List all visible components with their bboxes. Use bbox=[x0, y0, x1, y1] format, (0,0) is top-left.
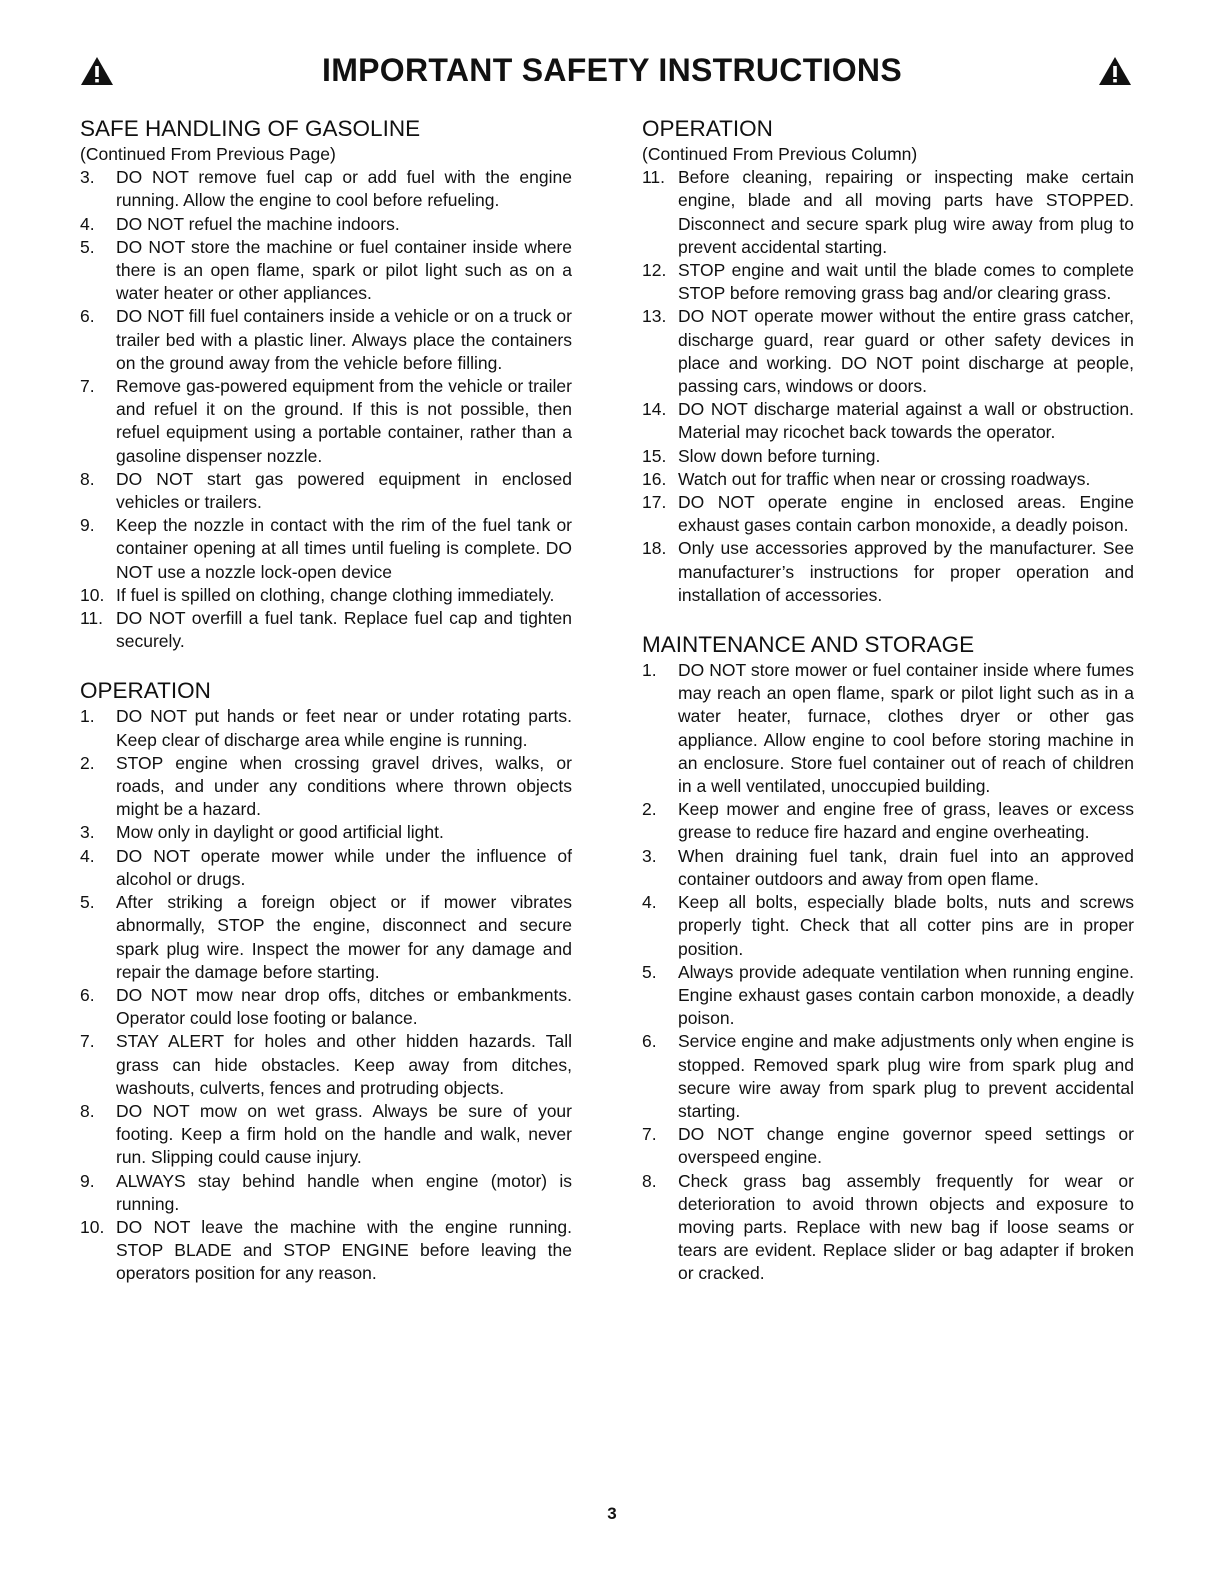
item-number: 7. bbox=[80, 376, 95, 397]
section-heading: MAINTENANCE AND STORAGE bbox=[642, 632, 975, 658]
instruction-item bbox=[642, 961, 1134, 1031]
instruction-list bbox=[642, 166, 1134, 607]
instruction-item bbox=[80, 584, 572, 607]
item-number: 16. bbox=[642, 468, 667, 489]
instruction-list bbox=[80, 705, 572, 1285]
item-text: DO NOT change engine governor speed settings or overspeed engine. bbox=[678, 1124, 1134, 1168]
instruction-item bbox=[642, 468, 1134, 491]
instruction-item bbox=[642, 891, 1134, 961]
item-text: Only use accessories approved by the manufacturer. See manufacturer’s instructions for proper operation and installation of accessories. bbox=[678, 538, 1134, 605]
instruction-item bbox=[642, 166, 1134, 259]
section-continued-note: (Continued From Previous Column) bbox=[642, 144, 918, 164]
item-number: 5. bbox=[642, 961, 657, 982]
instruction-item bbox=[80, 236, 572, 306]
item-number: 6. bbox=[80, 306, 95, 327]
item-text: STOP engine when crossing gravel drives, walks, or roads, and under any conditions where thrown objects might be a hazard. bbox=[116, 752, 572, 820]
section-heading: SAFE HANDLING OF GASOLINE bbox=[80, 116, 421, 141]
item-number: 7. bbox=[80, 1031, 95, 1052]
instruction-item bbox=[80, 1100, 572, 1170]
instruction-item bbox=[80, 305, 572, 375]
instruction-item bbox=[80, 213, 572, 236]
instruction-item bbox=[642, 659, 1134, 798]
item-number: 8. bbox=[80, 1100, 95, 1121]
item-text: Before cleaning, repairing or inspecting make certain engine, blade and all moving parts have STOPPED. Disconnect and secure spark plug wire away from plug to prevent accidental starting. bbox=[678, 167, 1134, 257]
item-text: DO NOT mow on wet grass. Always be sure of your footing. Keep a firm hold on the handle and walk, never run. Slipping could cause injury. bbox=[116, 1100, 572, 1168]
item-text: Watch out for traffic when near or crossing roadways. bbox=[678, 468, 1091, 489]
item-number: 13. bbox=[642, 306, 667, 327]
item-text: DO NOT put hands or feet near or under rotating parts. Keep clear of discharge area while engine is running. bbox=[116, 706, 572, 750]
section-heading: OPERATION bbox=[642, 116, 773, 141]
instruction-item bbox=[642, 845, 1134, 891]
instruction-item bbox=[80, 514, 572, 584]
item-text: DO NOT start gas powered equipment in enclosed vehicles or trailers. bbox=[116, 468, 572, 513]
instruction-item bbox=[642, 445, 1134, 468]
section-gap bbox=[642, 607, 1134, 630]
item-number: 3. bbox=[642, 845, 657, 866]
item-number: 4. bbox=[80, 845, 95, 866]
instruction-item bbox=[80, 705, 572, 751]
instruction-item bbox=[642, 305, 1134, 398]
item-number: 2. bbox=[642, 799, 657, 820]
instruction-item bbox=[642, 491, 1134, 537]
item-text: DO NOT mow near drop offs, ditches or embankments. Operator could lose footing or balance. bbox=[116, 984, 572, 1029]
instruction-list bbox=[642, 659, 1134, 1285]
instruction-item bbox=[642, 537, 1134, 607]
instruction-item bbox=[642, 259, 1134, 305]
item-text: Always provide adequate ventilation when running engine. Engine exhaust gases contain carbon monoxide, a deadly poison. bbox=[678, 961, 1134, 1029]
item-number: 5. bbox=[80, 236, 95, 257]
item-text: STOP engine and wait until the blade comes to complete STOP before removing grass bag and/or clearing grass. bbox=[678, 260, 1134, 304]
item-number: 1. bbox=[80, 706, 95, 727]
item-text: Remove gas-powered equipment from the vehicle or trailer and refuel it on the ground. If this is not possible, then refuel equipment using a portable container, rather than a gasoline dispenser nozzle. bbox=[116, 376, 572, 466]
instruction-item bbox=[80, 375, 572, 468]
item-number: 6. bbox=[642, 1031, 657, 1052]
item-text: DO NOT discharge material against a wall or obstruction. Material may ricochet back towards the operator. bbox=[678, 399, 1134, 443]
instruction-list bbox=[80, 166, 572, 653]
item-number: 18. bbox=[642, 538, 667, 559]
item-number: 17. bbox=[642, 492, 667, 513]
item-number: 7. bbox=[642, 1124, 657, 1145]
item-number: 3. bbox=[80, 822, 95, 843]
instruction-item bbox=[80, 1216, 572, 1286]
instruction-item bbox=[642, 798, 1134, 844]
instruction-item bbox=[80, 468, 572, 514]
item-number: 6. bbox=[80, 984, 95, 1005]
right-column bbox=[642, 114, 1134, 1286]
item-number: 3. bbox=[80, 167, 95, 188]
item-text: Mow only in daylight or good artificial light. bbox=[116, 822, 444, 843]
item-number: 4. bbox=[642, 892, 657, 913]
page-number: 3 bbox=[607, 1504, 617, 1523]
item-number: 4. bbox=[80, 213, 95, 234]
item-text: DO NOT remove fuel cap or add fuel with the engine running. Allow the engine to cool before refueling. bbox=[116, 167, 572, 211]
warning-triangle-icon bbox=[1098, 56, 1132, 86]
instruction-item bbox=[80, 752, 572, 822]
left-column bbox=[80, 114, 572, 1286]
item-text: DO NOT store mower or fuel container inside where fumes may reach an open flame, spark or pilot light such as in a water heater, furnace, clothes dryer or other gas appliance. Allow engine to cool before storing machine in an enclosure. Store fuel container out of reach of children in a well ventilated, unoccupied building. bbox=[678, 660, 1134, 797]
item-number: 5. bbox=[80, 892, 95, 913]
instruction-item bbox=[642, 1123, 1134, 1169]
item-number: 1. bbox=[642, 660, 657, 681]
section-continued-note: (Continued From Previous Page) bbox=[80, 144, 336, 164]
item-text: STAY ALERT for holes and other hidden hazards. Tall grass can hide obstacles. Keep away from ditches, washouts, culverts, fences and protruding objects. bbox=[116, 1031, 572, 1098]
section-gap bbox=[80, 653, 572, 676]
item-text: If fuel is spilled on clothing, change clothing immediately. bbox=[116, 584, 555, 605]
item-text: After striking a foreign object or if mower vibrates abnormally, STOP the engine, disconnect and secure spark plug wire. Inspect the mower for any damage and repair the damage before starting. bbox=[116, 892, 572, 982]
instruction-item bbox=[80, 845, 572, 891]
item-text: DO NOT operate mower without the entire grass catcher, discharge guard, rear guard or other safety devices in place and working. DO NOT point discharge at people, passing cars, windows or doors. bbox=[678, 306, 1134, 397]
instruction-item bbox=[642, 398, 1134, 444]
item-text: When draining fuel tank, drain fuel into an approved container outdoors and away from open flame. bbox=[678, 845, 1134, 889]
item-number: 10. bbox=[80, 1216, 105, 1237]
item-text: Slow down before turning. bbox=[678, 445, 881, 466]
item-number: 8. bbox=[80, 468, 95, 489]
item-number: 11. bbox=[80, 608, 104, 629]
item-text: DO NOT operate engine in enclosed areas. Engine exhaust gases contain carbon monoxide, a deadly poison. bbox=[678, 492, 1134, 536]
item-number: 9. bbox=[80, 515, 95, 536]
item-number: 10. bbox=[80, 584, 105, 605]
instruction-item bbox=[642, 1030, 1134, 1123]
item-text: DO NOT fill fuel containers inside a vehicle or on a truck or trailer bed with a plastic liner. Always place the containers on the ground away from the vehicle before filling. bbox=[116, 306, 572, 373]
item-text: DO NOT overfill a fuel tank. Replace fuel cap and tighten securely. bbox=[116, 608, 572, 652]
item-text: DO NOT operate mower while under the influence of alcohol or drugs. bbox=[116, 845, 572, 889]
page-title: IMPORTANT SAFETY INSTRUCTIONS bbox=[322, 52, 902, 88]
item-text: Keep all bolts, especially blade bolts, nuts and screws properly tight. Check that all cotter pins are in proper position. bbox=[678, 892, 1134, 959]
instruction-item bbox=[80, 1170, 572, 1216]
item-text: Service engine and make adjustments only when engine is stopped. Removed spark plug wire from spark plug and secure wire away from spark plug to prevent accidental starting. bbox=[678, 1031, 1134, 1121]
item-text: DO NOT leave the machine with the engine running. STOP BLADE and STOP ENGINE before leaving the operators position for any reason. bbox=[116, 1216, 572, 1284]
item-text: DO NOT store the machine or fuel container inside where there is an open flame, spark or pilot light such as on a water heater or other appliances. bbox=[116, 236, 572, 304]
item-number: 14. bbox=[642, 399, 667, 420]
instruction-item bbox=[80, 821, 572, 844]
instruction-item bbox=[80, 1030, 572, 1100]
item-number: 15. bbox=[642, 445, 667, 466]
instruction-item bbox=[642, 1170, 1134, 1286]
item-text: Keep mower and engine free of grass, leaves or excess grease to reduce fire hazard and engine overheating. bbox=[678, 799, 1134, 843]
instruction-item bbox=[80, 607, 572, 653]
instruction-item bbox=[80, 891, 572, 984]
instruction-item bbox=[80, 166, 572, 212]
section-heading: OPERATION bbox=[80, 678, 211, 704]
item-number: 11. bbox=[642, 167, 666, 188]
item-number: 2. bbox=[80, 752, 95, 773]
item-number: 12. bbox=[642, 260, 667, 281]
item-text: DO NOT refuel the machine indoors. bbox=[116, 213, 400, 234]
instruction-item bbox=[80, 984, 572, 1030]
item-text: Keep the nozzle in contact with the rim of the fuel tank or container opening at all times until fueling is complete. DO NOT use a nozzle lock-open device bbox=[116, 515, 572, 582]
item-number: 9. bbox=[80, 1170, 95, 1191]
item-text: Check grass bag assembly frequently for wear or deterioration to avoid thrown objects and exposure to moving parts. Replace with new bag if loose seams or tears are evident. Replace slider or bag adapter if broken or cracked. bbox=[678, 1170, 1134, 1284]
item-number: 8. bbox=[642, 1170, 657, 1191]
item-text: ALWAYS stay behind handle when engine (motor) is running. bbox=[116, 1170, 572, 1214]
